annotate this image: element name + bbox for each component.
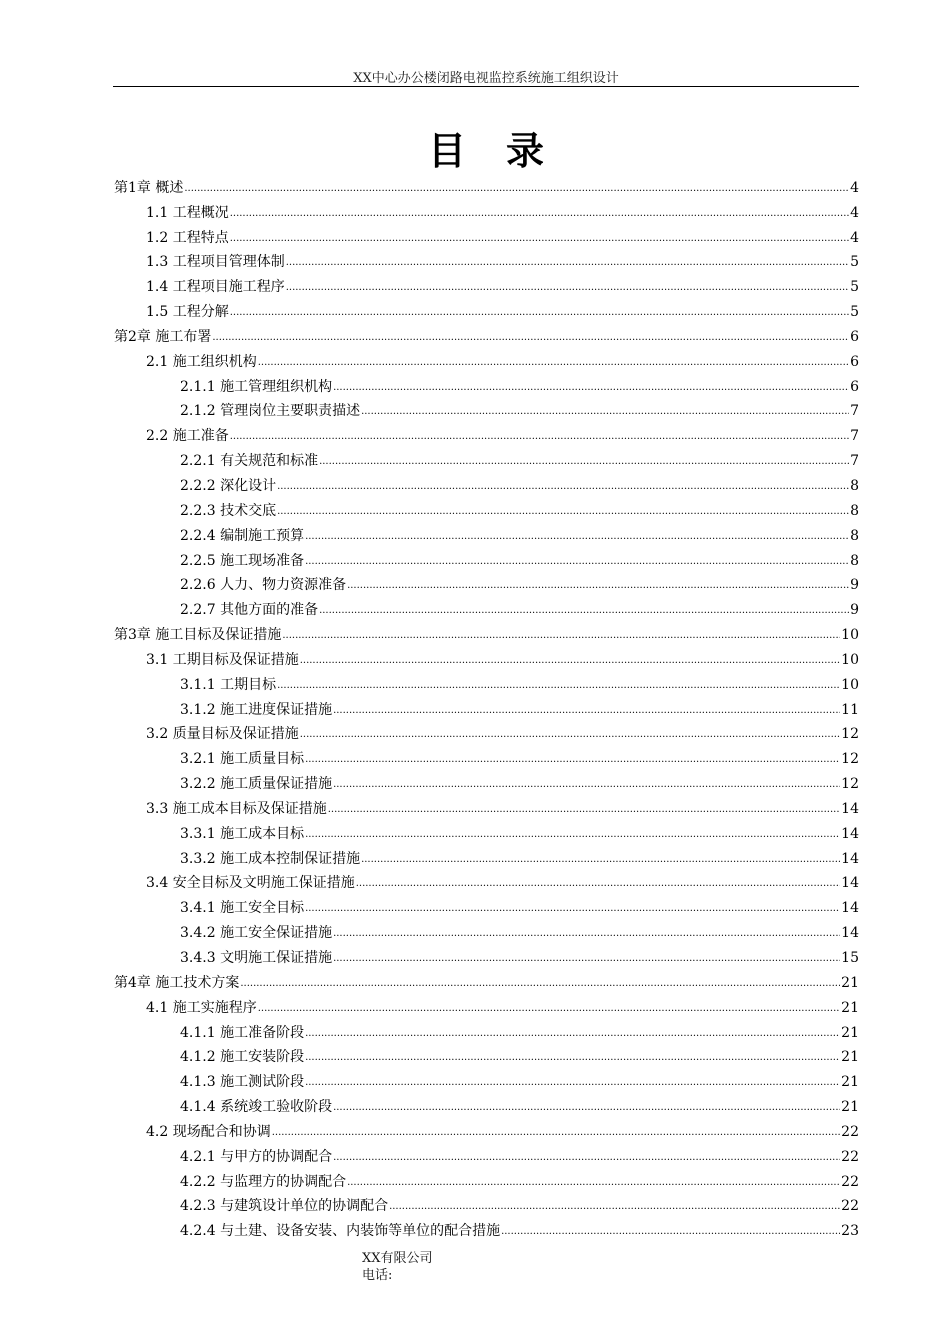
toc-entry-level-2[interactable] <box>113 271 859 296</box>
toc-entry-level-3[interactable] <box>113 545 859 570</box>
toc-entry-label: 1.5 工程分解 <box>146 304 229 321</box>
toc-entry-level-3[interactable] <box>113 1166 859 1191</box>
toc-dot-leader <box>184 182 849 197</box>
running-header: XX中心办公楼闭路电视监控系统施工组织设计 <box>353 71 619 86</box>
toc-entry-page-number: 12 <box>841 726 859 743</box>
toc-dot-leader <box>333 704 840 719</box>
toc-dot-leader <box>240 977 840 992</box>
toc-entry-level-3[interactable] <box>113 371 859 396</box>
toc-entry-page-number: 23 <box>841 1223 859 1240</box>
toc-entry-label: 4.1.3 施工测试阶段 <box>180 1074 305 1091</box>
toc-entry-label: 2.2.7 其他方面的准备 <box>180 602 319 619</box>
toc-entry-page-number: 22 <box>841 1173 859 1190</box>
toc-entry-page-number: 21 <box>841 974 859 991</box>
toc-entry-level-2[interactable] <box>113 296 859 321</box>
toc-entry-level-3[interactable] <box>113 1091 859 1116</box>
toc-entry-label: 第1章 概述 <box>114 179 184 196</box>
toc-entry-page-number: 4 <box>850 179 859 196</box>
toc-dot-leader <box>361 405 849 420</box>
toc-entry-page-number: 12 <box>841 776 859 793</box>
toc-dot-leader <box>305 555 849 570</box>
toc-dot-leader <box>356 877 840 892</box>
toc-entry-level-3[interactable] <box>113 1191 859 1216</box>
toc-dot-leader <box>333 1101 840 1116</box>
toc-entry-label: 2.2.5 施工现场准备 <box>180 552 305 569</box>
toc-dot-leader <box>230 430 849 445</box>
toc-dot-leader <box>305 530 849 545</box>
toc-entry-level-2[interactable] <box>113 868 859 893</box>
toc-entry-level-3[interactable] <box>113 520 859 545</box>
toc-dot-leader <box>319 604 849 619</box>
toc-dot-leader <box>282 629 840 644</box>
toc-entry-page-number: 4 <box>850 229 859 246</box>
footer <box>362 1250 433 1284</box>
toc-entry-level-2[interactable] <box>113 247 859 272</box>
toc-entry-label: 4.2.2 与监理方的协调配合 <box>180 1173 347 1190</box>
toc-dot-leader <box>277 505 849 520</box>
toc-entry-level-3[interactable] <box>113 594 859 619</box>
toc-entry-label: 4.1.4 系统竣工验收阶段 <box>180 1099 333 1116</box>
toc-dot-leader <box>305 828 840 843</box>
toc-entry-label: 2.1.1 施工管理组织机构 <box>180 378 333 395</box>
toc-entry-label: 1.3 工程项目管理体制 <box>146 254 285 271</box>
toc-entry-page-number: 9 <box>850 602 859 619</box>
toc-entry-page-number: 5 <box>850 279 859 296</box>
toc-entry-page-number: 10 <box>841 651 859 668</box>
toc-entry-label: 4.1 施工实施程序 <box>146 999 257 1016</box>
toc-dot-leader <box>258 1002 840 1017</box>
toc-entry-label: 2.2.3 技术交底 <box>180 502 277 519</box>
toc-entry-page-number: 12 <box>841 751 859 768</box>
toc-entry-label: 3.4.3 文明施工保证措施 <box>180 950 333 966</box>
toc-entry-page-number: 8 <box>850 477 859 494</box>
toc-entry-level-3[interactable] <box>113 1215 859 1240</box>
toc-entry-label: 3.1.2 施工进度保证措施 <box>180 701 333 718</box>
toc-entry-page-number: 10 <box>841 676 859 693</box>
toc-entry-label: 3.2.1 施工质量目标 <box>180 751 305 768</box>
toc-entry-label: 4.2.1 与甲方的协调配合 <box>180 1148 333 1165</box>
toc-entry-label: 2.2.1 有关规范和标准 <box>180 453 319 470</box>
toc-entry-level-3[interactable] <box>113 743 859 768</box>
toc-entry-level-3[interactable] <box>113 1017 859 1042</box>
toc-entry-page-number: 4 <box>850 204 859 221</box>
toc-entry-page-number: 14 <box>841 900 859 917</box>
toc-entry-level-3[interactable] <box>113 669 859 694</box>
toc-entry-label: 3.3.1 施工成本目标 <box>180 825 305 842</box>
toc-entry-level-3[interactable] <box>113 396 859 421</box>
toc-dot-leader <box>300 728 840 743</box>
toc-entry-page-number: 14 <box>841 800 859 817</box>
toc-entry-label: 第4章 施工技术方案 <box>114 974 240 991</box>
toc-dot-leader <box>300 654 840 669</box>
toc-dot-leader <box>286 281 849 296</box>
toc-entry-page-number: 21 <box>841 1024 859 1041</box>
toc-entry-level-2[interactable] <box>113 222 859 247</box>
toc-entry-page-number: 10 <box>841 627 859 644</box>
toc-entry-label: 第3章 施工目标及保证措施 <box>114 627 282 644</box>
toc-dot-leader <box>333 927 840 942</box>
toc-entry-level-3[interactable] <box>113 843 859 868</box>
toc-entry-level-1[interactable] <box>113 967 859 992</box>
toc-entry-level-1[interactable] <box>113 619 859 644</box>
toc-entry-label: 2.2.2 深化设计 <box>180 477 277 494</box>
toc-dot-leader <box>333 952 840 967</box>
toc-entry-label: 1.2 工程特点 <box>146 229 229 246</box>
toc-entry-level-2[interactable] <box>113 992 859 1017</box>
toc-entry-label: 1.1 工程概况 <box>146 204 229 221</box>
toc-dot-leader <box>277 480 849 495</box>
toc-dot-leader <box>501 1225 840 1240</box>
header-divider <box>113 86 859 87</box>
toc-dot-leader <box>305 1027 840 1042</box>
toc-dot-leader <box>361 853 840 868</box>
toc-entry-page-number: 21 <box>841 1049 859 1066</box>
toc-entry-level-3[interactable] <box>113 495 859 520</box>
toc-entry-label: 2.2.4 编制施工预算 <box>180 527 305 544</box>
toc-entry-level-3[interactable] <box>113 768 859 793</box>
toc-dot-leader <box>347 579 849 594</box>
toc-dot-leader <box>230 207 849 222</box>
toc-dot-leader <box>347 1176 840 1191</box>
toc-entry-page-number: 21 <box>841 1074 859 1091</box>
toc-entry-page-number: 11 <box>841 701 859 718</box>
toc-entry-label: 3.2 质量目标及保证措施 <box>146 726 299 743</box>
toc-entry-label: 2.1.2 管理岗位主要职责描述 <box>180 403 361 420</box>
toc-entry-label: 3.3 施工成本目标及保证措施 <box>146 800 327 817</box>
toc-entry-level-3[interactable] <box>113 470 859 495</box>
toc-dot-leader <box>277 679 840 694</box>
toc-dot-leader <box>319 455 849 470</box>
toc-entry-level-2[interactable] <box>113 197 859 222</box>
toc-entry-level-3[interactable] <box>113 942 859 967</box>
toc-entry-page-number: 22 <box>841 1123 859 1140</box>
toc-entry-label: 4.1.2 施工安装阶段 <box>180 1049 305 1066</box>
toc-entry-label: 2.1 施工组织机构 <box>146 353 257 370</box>
toc-dot-leader <box>333 778 840 793</box>
toc-entry-label: 1.4 工程项目施工程序 <box>146 279 285 296</box>
toc-entry-page-number: 5 <box>850 304 859 321</box>
toc-dot-leader <box>389 1200 840 1215</box>
toc-entry-level-3[interactable] <box>113 1042 859 1067</box>
toc-entry-level-3[interactable] <box>113 570 859 595</box>
toc-entry-page-number: 8 <box>850 552 859 569</box>
toc-dot-leader <box>328 803 840 818</box>
toc-entry-page-number: 8 <box>850 502 859 519</box>
toc-entry-page-number: 14 <box>841 825 859 842</box>
toc-entry-level-2[interactable] <box>113 346 859 371</box>
toc-dot-leader <box>258 356 849 371</box>
toc-entry-page-number: 22 <box>841 1198 859 1215</box>
toc-entry-page-number: 9 <box>850 577 859 594</box>
toc-entry-page-number: 22 <box>841 1148 859 1165</box>
footer-phone-label: 电话: <box>362 1268 393 1283</box>
toc-entry-label: 3.4 安全目标及文明施工保证措施 <box>146 875 355 892</box>
toc-entry-page-number: 6 <box>850 328 859 345</box>
toc-entry-page-number: 5 <box>850 254 859 271</box>
toc-entry-level-2[interactable] <box>113 1116 859 1141</box>
toc-dot-leader <box>272 1126 840 1141</box>
toc-entry-page-number: 21 <box>841 1099 859 1116</box>
toc-entry-label: 2.2.6 人力、物力资源准备 <box>180 577 347 594</box>
footer-company: XX有限公司 <box>362 1251 433 1266</box>
toc-entry-label: 3.1 工期目标及保证措施 <box>146 651 299 668</box>
toc-entry-label: 2.2 施工准备 <box>146 428 229 445</box>
toc-entry-level-3[interactable] <box>113 892 859 917</box>
toc-entry-level-2[interactable] <box>113 719 859 744</box>
toc-entry-label: 4.2.4 与土建、设备安装、内装饰等单位的配合措施 <box>180 1223 501 1240</box>
toc-entry-label: 3.1.1 工期目标 <box>180 676 277 693</box>
toc-dot-leader <box>212 331 849 346</box>
toc-entry-page-number: 14 <box>841 875 859 892</box>
toc-entry-label: 4.2 现场配合和协调 <box>146 1123 271 1140</box>
toc-dot-leader <box>230 232 849 247</box>
toc-entry-label: 4.2.3 与建筑设计单位的协调配合 <box>180 1198 389 1215</box>
toc-dot-leader <box>305 1051 840 1066</box>
toc-entry-label: 3.4.1 施工安全目标 <box>180 900 305 917</box>
toc-entry-level-3[interactable] <box>113 1141 859 1166</box>
toc-entry-label: 3.4.2 施工安全保证措施 <box>180 925 333 942</box>
toc-entry-level-2[interactable] <box>113 420 859 445</box>
toc-entry-label: 第2章 施工布署 <box>114 328 212 345</box>
toc-dot-leader <box>333 1151 840 1166</box>
toc-entry-page-number: 8 <box>850 527 859 544</box>
toc-entry-label: 3.3.2 施工成本控制保证措施 <box>180 850 361 867</box>
toc-entry-level-2[interactable] <box>113 644 859 669</box>
toc-entry-label: 4.1.1 施工准备阶段 <box>180 1024 305 1041</box>
toc-entry-page-number: 6 <box>850 353 859 370</box>
toc-entry-page-number: 7 <box>850 428 859 445</box>
toc-entry-level-3[interactable] <box>113 917 859 942</box>
toc-dot-leader <box>305 902 840 917</box>
toc-entry-page-number: 6 <box>850 378 859 395</box>
toc-entry-page-number: 7 <box>850 453 859 470</box>
table-of-contents <box>113 172 859 1240</box>
toc-entry-level-2[interactable] <box>113 793 859 818</box>
toc-entry-level-3[interactable] <box>113 818 859 843</box>
toc-entry-level-1[interactable] <box>113 172 859 197</box>
toc-dot-leader <box>333 381 849 396</box>
toc-entry-level-3[interactable] <box>113 445 859 470</box>
toc-title: 目录 <box>427 128 584 173</box>
toc-entry-page-number: 14 <box>841 850 859 867</box>
toc-dot-leader <box>305 753 840 768</box>
toc-dot-leader <box>230 306 849 321</box>
toc-entry-page-number: 14 <box>841 925 859 942</box>
toc-entry-level-3[interactable] <box>113 694 859 719</box>
toc-dot-leader <box>305 1076 840 1091</box>
toc-entry-level-3[interactable] <box>113 1066 859 1091</box>
toc-entry-label: 3.2.2 施工质量保证措施 <box>180 776 333 793</box>
toc-entry-page-number: 7 <box>850 403 859 420</box>
toc-entry-level-1[interactable] <box>113 321 859 346</box>
toc-entry-page-number: 21 <box>841 999 859 1016</box>
toc-dot-leader <box>286 256 849 271</box>
toc-entry-page-number: 15 <box>841 950 859 966</box>
